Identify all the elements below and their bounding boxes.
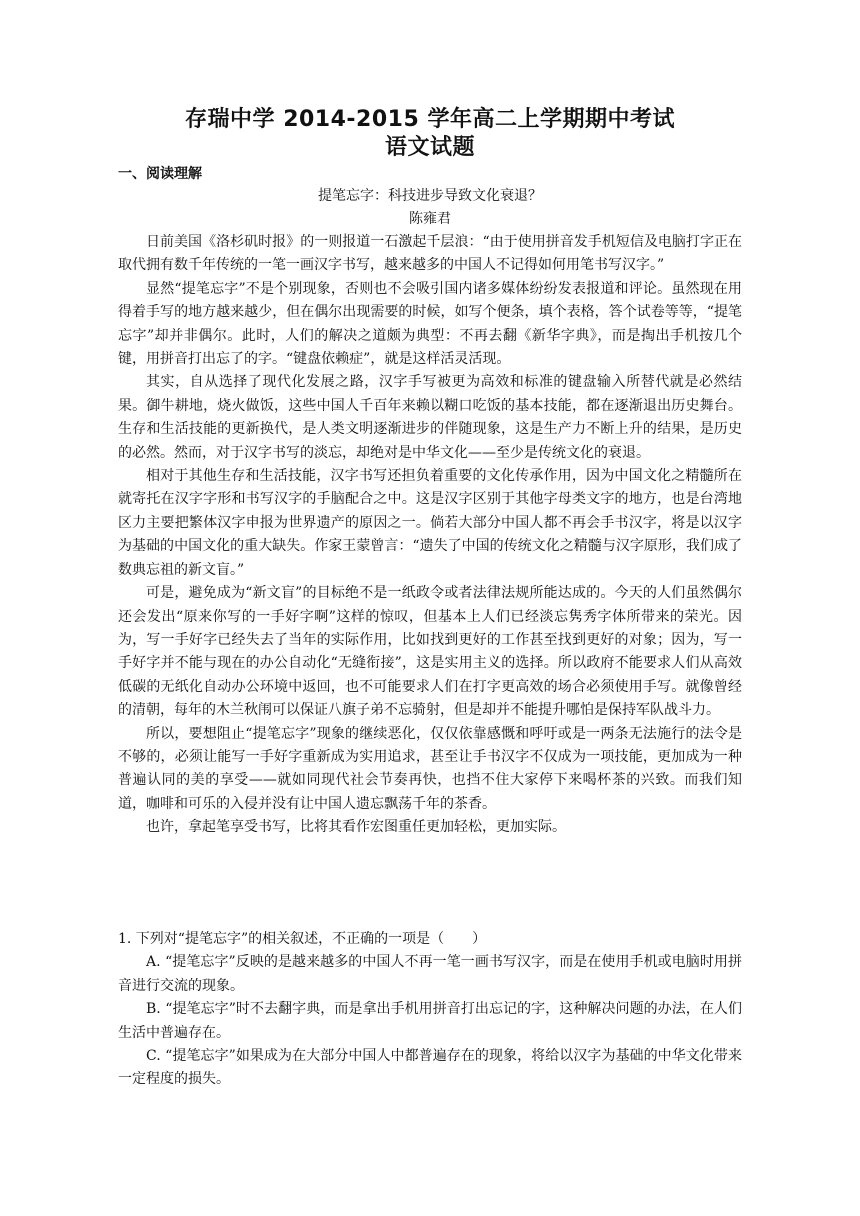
option-a: A. “提笔忘字”反映的是越来越多的中国人不再一笔一画书写汉字，而是在使用手机或电脑时用拼音进行交流的现象。 <box>118 954 742 994</box>
paragraph: 所以，要想阻止“提笔忘字”现象的继续恶化，仅仅依靠感慨和呼吁或是一两条无法施行的法令是不够的，必须让能写一手好字重新成为实用追求，甚至让手书汉字不仅成为一项技能，更加成为一种普遍认同的美的享受——就如同现代社会节奏再快，也挡不住大家停下来喝杯茶的兴致。而我们知道，咖啡和可乐的入侵并没有让中国人遗忘飘荡千年的茶香。 <box>118 725 742 812</box>
paragraph: 可是，避免成为“新文盲”的目标绝不是一纸政令或者法律法规所能达成的。今天的人们虽然偶尔还会发出“原来你写的一手好字啊”这样的惊叹，但基本上人们已经淡忘隽秀字体所带来的荣光。因为，写一手好字已经失去了当年的实际作用，比如找到更好的工作甚至找到更好的对象；因为，写一手好字并不能与现在的办公自动化“无缝衔接”，这是实用主义的选择。所以政府不能要求人们从高效低碳的无纸化自动办公环境中返回，也不可能要求人们在打字更高效的场合必须使用手写。就像曾经的清朝，每年的木兰秋闱可以保证八旗子弟不忘骑射，但是却并不能提升哪怕是保持军队战斗力。 <box>118 585 742 719</box>
exam-subtitle: 语文试题 <box>384 135 475 160</box>
paragraph: 日前美国《洛杉矶时报》的一则报道一石激起千层浪：“由于使用拼音发手机短信及电脑打字正在取代拥有数千年传统的一笔一画汉字书写，越来越多的中国人不记得如何用笔书写汉字。” <box>118 234 742 274</box>
option-b: B. “提笔忘字”时不去翻字典，而是拿出手机用拼音打出忘记的字，这种解决问题的办法，在人们生活中普遍存在。 <box>118 1001 742 1041</box>
paragraph: 显然“提笔忘字”不是个别现象，否则也不会吸引国内诸多媒体纷纷发表报道和评论。虽然现在用得着手写的地方越来越少，但在偶尔出现需要的时候，如写个便条，填个表格，答个试卷等等，“提笔忘字”却并非偶尔。此时，人们的解决之道颇为典型：不再去翻《新华字典》，而是掏出手机按几个键，用拼音打出忘了的字。“键盘依赖症”，就是这样活灵活现。 <box>118 280 742 368</box>
question-stem: 1. 下列对“提笔忘字”的相关叙述，不正确的一项是（ ） <box>118 931 487 947</box>
article-body <box>118 231 742 840</box>
option-c: C. “提笔忘字”如果成为在大部分中国人中都普遍存在的现象，将给以汉字为基础的中华文化带来一定程度的损失。 <box>118 1048 742 1088</box>
article-author: 陈雍君 <box>409 211 451 227</box>
paragraph: 其实，自从选择了现代化发展之路，汉字手写被更为高效和标准的键盘输入所替代就是必然结果。御牛耕地，烧火做饭，这些中国人千百年来赖以糊口吃饭的基本技能，都在逐渐退出历史舞台。生存和生活技能的更新换代，是人类文明逐渐进步的伴随现象，这是生产力不断上升的结果，是历史的必然。然而，对于汉字书写的淡忘，却绝对是中华文化——至少是传统文化的衰退。 <box>118 374 742 461</box>
section-heading: 一、阅读理解 <box>118 166 202 182</box>
article-title: 提笔忘字：科技进步导致文化衰退？ <box>318 188 542 204</box>
paragraph: 也许，拿起笔享受书写，比将其看作宏图重任更加轻松，更加实际。 <box>146 819 566 836</box>
question-1 <box>118 928 742 1092</box>
paragraph: 相对于其他生存和生活技能，汉字书写还担负着重要的文化传承作用，因为中国文化之精髓所在就寄托在汉字字形和书写汉字的手脑配合之中。这是汉字区别于其他字母类文字的地方，也是台湾地区力主要把繁体汉字申报为世界遗产的原因之一。倘若大部分中国人都不再会手书汉字，将是以汉字为基础的中国文化的重大缺失。作家王蒙曾言：“遗失了中国的传统文化之精髓与汉字原形，我们成了数典忘祖的新文盲。” <box>118 468 742 578</box>
exam-title: 存瑞中学 2014-2015 学年高二上学期期中考试 <box>185 107 675 132</box>
